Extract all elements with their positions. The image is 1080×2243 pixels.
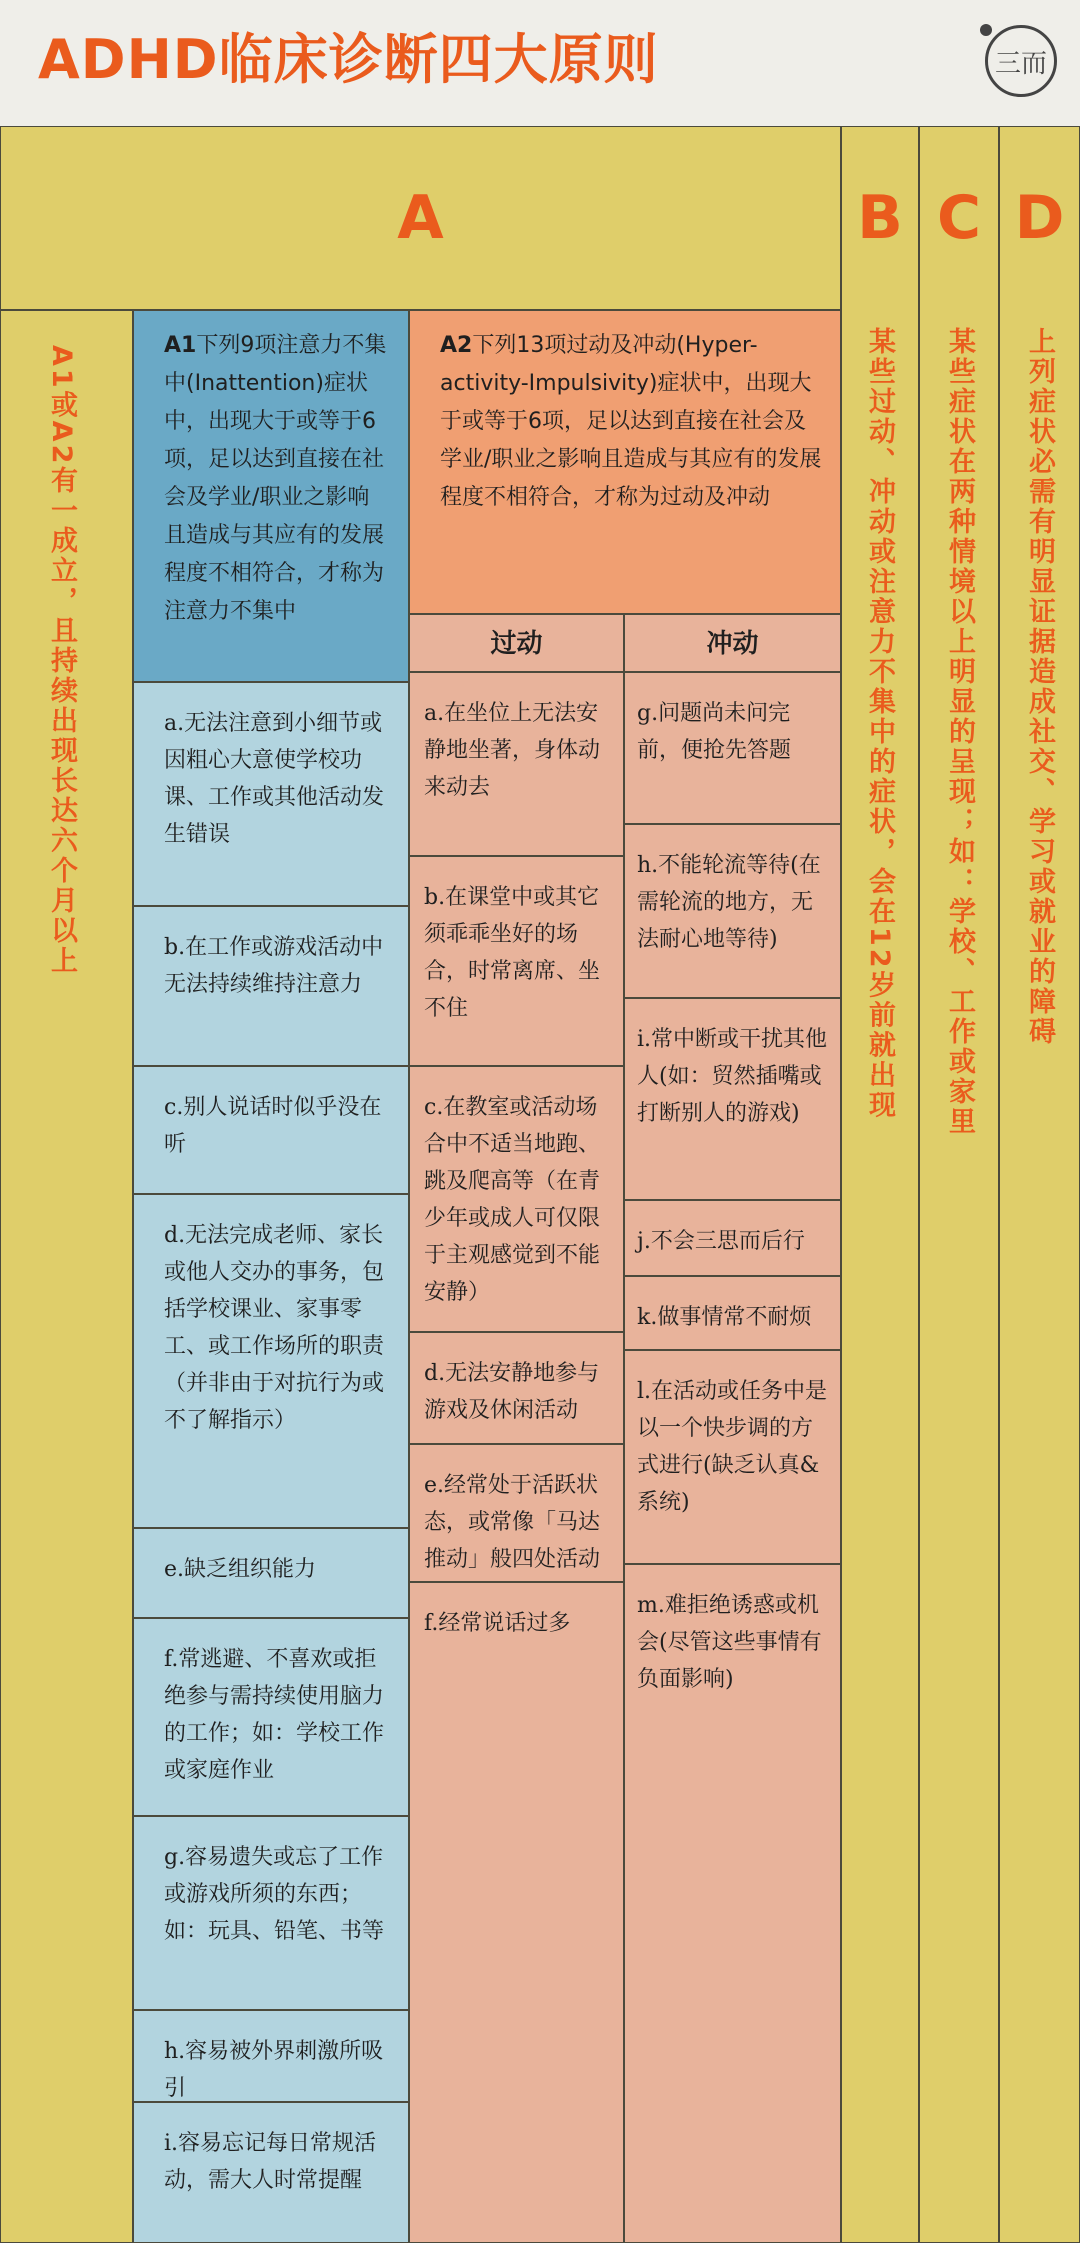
a1-item: f.常逃避、不喜欢或拒绝参与需持续使用脑力的工作；如：学校工作或家庭作业 [133, 1618, 409, 1816]
column-c-text: 某些症状在两种情境以上明显的呈现；如：学校、工作或家里 [944, 327, 975, 1137]
impulse-header: 冲动 [624, 614, 841, 672]
impulse-item: g.问题尚未问完前，便抢先答题 [624, 672, 841, 824]
hyper-item: f.经常说话过多 [409, 1582, 624, 2243]
column-d-letter: D [1014, 183, 1065, 253]
a2-tag: A2 [440, 333, 473, 358]
a2-intro [409, 310, 841, 614]
impulse-item: i.常中断或干扰其他人(如：贸然插嘴或打断别人的游戏) [624, 998, 841, 1200]
hyper-item: e.经常处于活跃状态，或常像「马达推动」般四处活动 [409, 1444, 624, 1582]
column-b-text: 某些过动、冲动或注意力不集中的症状，会在12岁前就出现 [864, 327, 895, 1121]
impulse-item: m.难拒绝诱惑或机会(尽管这些事情有负面影响) [624, 1564, 841, 2243]
a1-item: g.容易遗失或忘了工作或游戏所须的东西；如：玩具、铅笔、书等 [133, 1816, 409, 2010]
hyper-item: d.无法安静地参与游戏及休闲活动 [409, 1332, 624, 1444]
logo-text: 三而 [994, 48, 1047, 79]
hyper-item: a.在坐位上无法安静地坐著，身体动来动去 [409, 672, 624, 856]
a1-item: e.缺乏组织能力 [133, 1528, 409, 1618]
impulse-item: k.做事情常不耐烦 [624, 1276, 841, 1350]
column-c-letter: C [936, 183, 982, 253]
column-a-header [0, 126, 841, 310]
a1-item: h.容易被外界刺激所吸引 [133, 2010, 409, 2102]
hyper-header: 过动 [409, 614, 624, 672]
page-title: ADHD临床诊断四大原则 [38, 28, 659, 91]
a1-item: b.在工作或游戏活动中无法持续维持注意力 [133, 906, 409, 1066]
a1-intro-text: 下列9项注意力不集中(Inattention)症状中，出现大于或等于6项，足以达到直接在社会及学业/职业之影响且造成与其应有的发展程度不相符合，才称为注意力不集中 [164, 333, 387, 624]
column-b [841, 126, 919, 2243]
brand-logo [985, 25, 1057, 97]
hyper-item: b.在课堂中或其它须乖乖坐好的场合，时常离席、坐不住 [409, 856, 624, 1066]
column-d-text: 上列症状必需有明显证据造成社交、学习或就业的障碍 [1024, 327, 1055, 1047]
a1-item: i.容易忘记每日常规活动，需大人时常提醒 [133, 2102, 409, 2243]
a1-item: a.无法注意到小细节或因粗心大意使学校功课、工作或其他活动发生错误 [133, 682, 409, 906]
column-a-letter: A [397, 183, 444, 253]
impulse-item: l.在活动或任务中是以一个快步调的方式进行(缺乏认真&系统) [624, 1350, 841, 1564]
a1-tag: A1 [164, 333, 197, 358]
column-c [919, 126, 999, 2243]
column-a-side [0, 310, 133, 2243]
impulse-item: j.不会三思而后行 [624, 1200, 841, 1276]
hyper-item: c.在教室或活动场合中不适当地跑、跳及爬高等（在青少年或成人可仅限于主观感觉到不能安静） [409, 1066, 624, 1332]
logo-dot [980, 24, 992, 36]
column-b-letter: B [857, 183, 903, 253]
a1-item: d.无法完成老师、家长或他人交办的事务，包括学校课业、家事零工、或工作场所的职责（并非由于对抗行为或不了解指示） [133, 1194, 409, 1528]
a1-intro [133, 310, 409, 682]
a2-intro-text: 下列13项过动及冲动(Hyper-activity-Impulsivity)症状中，出现大于或等于6项，足以达到直接在社会及学业/职业之影响且造成与其应有的发展程度不相符合，才称为过动及冲动 [440, 333, 822, 510]
column-d [999, 126, 1080, 2243]
a1-item: c.别人说话时似乎没在听 [133, 1066, 409, 1194]
column-a-side-text: A1或A2有一成立，且持续出现长达六个月以上 [46, 345, 77, 977]
impulse-item: h.不能轮流等待(在需轮流的地方，无法耐心地等待) [624, 824, 841, 998]
